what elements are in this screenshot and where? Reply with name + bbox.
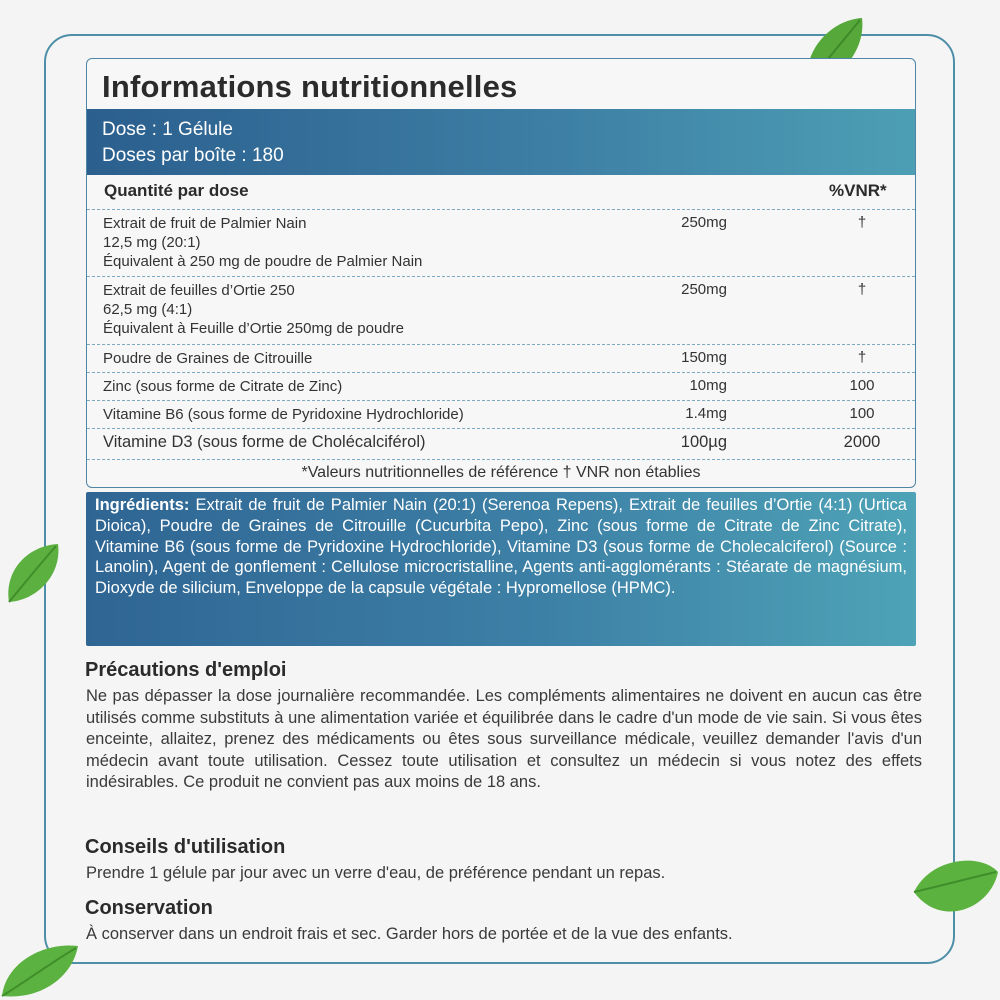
usage-title: Conseils d'utilisation — [85, 836, 286, 858]
table-row — [87, 344, 915, 372]
doses-per-box-text: Doses par boîte : 180 — [102, 145, 284, 166]
table-row — [87, 276, 915, 344]
row-label — [103, 281, 404, 338]
footnote: *Valeurs nutritionnelles de référence † VNR non établies — [87, 459, 915, 482]
row-vnr: † — [857, 214, 867, 231]
row-label: Vitamine B6 (sous forme de Pyridoxine Hydrochloride) — [103, 406, 464, 423]
row-vnr: † — [857, 281, 867, 298]
row-amount: 150mg — [681, 349, 727, 366]
column-header-vnr: %VNR* — [829, 181, 887, 200]
facts-title: Informations nutritionnelles — [102, 69, 518, 104]
ingredients-text: Extrait de fruit de Palmier Nain (20:1) (Serenoa Repens), Extrait de feuilles d’Ortie (4:1) (Urtica Dioica), Poudre de Graines de Citrouille (Cucurbita Pepo), Zinc (sous forme de Citrate de Zinc Citrate), Vitamine B6 (sous forme de Pyridoxine Hydrochloride), Vitamine D3 (sous forme de Cholecalciferol) (Source : Lanolin), Agent de gonflement : Cellulose microcristalline, Agents anti-agglomérants : Stéarate de magnésium, Dioxyde de silicium, Enveloppe de la capsule végétale : Hypromellose (HPMC). — [95, 496, 907, 598]
leaf-icon — [910, 852, 1000, 932]
usage-text: Prendre 1 gélule par jour avec un verre d'eau, de préférence pendant un repas. — [86, 864, 666, 882]
nutrition-facts-card — [86, 58, 916, 488]
row-vnr: 2000 — [843, 433, 881, 451]
table-row — [87, 209, 915, 276]
row-amount: 250mg — [681, 214, 727, 231]
column-header-quantity: Quantité par dose — [104, 181, 249, 200]
ingredients-box — [86, 492, 916, 646]
row-label-line: Extrait de fruit de Palmier Nain — [103, 215, 307, 232]
precautions-title: Précautions d'emploi — [85, 659, 287, 681]
table-row — [87, 372, 915, 400]
ingredients-heading: Ingrédients: — [95, 496, 190, 514]
storage-title: Conservation — [85, 897, 213, 919]
row-label-line: 62,5 mg (4:1) — [103, 301, 193, 318]
row-label-line: 12,5 mg (20:1) — [103, 234, 201, 251]
row-vnr: † — [857, 349, 867, 366]
row-label-line: Équivalent à 250 mg de poudre de Palmier Nain — [103, 253, 423, 270]
row-vnr: 100 — [849, 377, 875, 394]
table-row — [87, 400, 915, 428]
storage-text: À conserver dans un endroit frais et sec. Garder hors de portée et de la vue des enfants. — [86, 925, 733, 943]
leaf-icon — [4, 540, 64, 610]
table-row — [87, 428, 915, 459]
row-vnr: 100 — [849, 405, 875, 422]
dose-text: Dose : 1 Gélule — [102, 119, 233, 140]
row-amount: 1.4mg — [685, 405, 727, 422]
row-label-line: Extrait de feuilles d’Ortie 250 — [103, 282, 295, 299]
row-label: Zinc (sous forme de Citrate de Zinc) — [103, 378, 343, 395]
row-label: Vitamine D3 (sous forme de Cholécalciférol) — [103, 433, 426, 451]
dose-band — [87, 109, 915, 175]
row-amount: 10mg — [689, 377, 727, 394]
row-amount: 250mg — [681, 281, 727, 298]
row-label — [103, 214, 422, 271]
precautions-text: Ne pas dépasser la dose journalière recommandée. Les compléments alimentaires ne doivent en aucun cas être utilisés comme substituts à une alimentation variée et équilibrée dans le cadre d'un mode de vie sain. Si vous êtes enceinte, allaitez, prenez des médicaments ou êtes sous surveillance médicale, veuillez demander l'avis d'un médecin avant toute utilisation. Cessez toute utilisation et consultez un médecin si vous notez des effets indésirables. Ce produit ne convient pas aux moins de 18 ans. — [86, 687, 922, 791]
leaf-icon — [0, 938, 80, 1000]
row-amount: 100µg — [680, 433, 727, 451]
row-label-line: Équivalent à Feuille d’Ortie 250mg de poudre — [103, 320, 405, 337]
row-label: Poudre de Graines de Citrouille — [103, 350, 313, 367]
